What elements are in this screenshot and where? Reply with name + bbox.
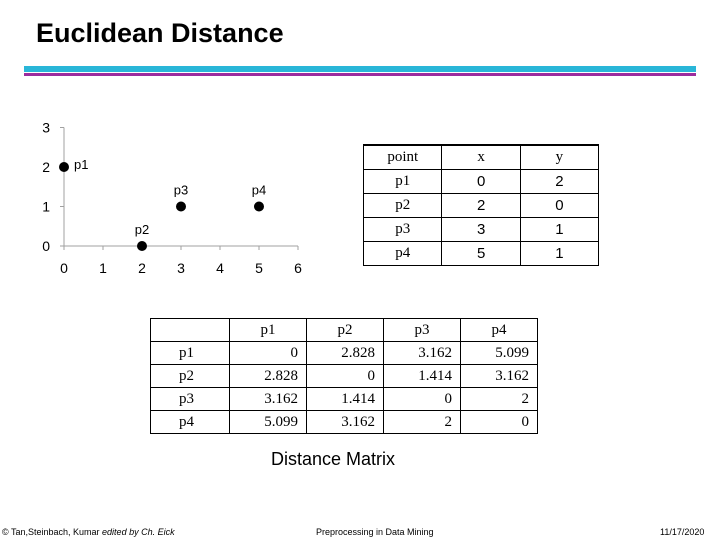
matrix-row-label: p4 (151, 411, 230, 434)
matrix-col-header: p3 (384, 319, 461, 342)
coordinates-x-value: 3 (442, 218, 520, 242)
coordinates-x-value: 2 (442, 194, 520, 218)
coordinates-header-y: y (520, 145, 598, 170)
table-row (151, 411, 538, 434)
matrix-cell: 2 (461, 388, 538, 411)
footer-edited-by: edited by Ch. Eick (102, 527, 175, 537)
table-row (151, 365, 538, 388)
matrix-cell: 0 (230, 342, 307, 365)
matrix-cell: 0 (384, 388, 461, 411)
data-point-p3 (176, 202, 186, 212)
table-row (364, 170, 599, 194)
table-row (364, 242, 599, 266)
matrix-corner-cell (151, 319, 230, 342)
coordinates-header-row (364, 145, 599, 170)
coordinates-header-point: point (364, 145, 442, 170)
matrix-cell: 0 (461, 411, 538, 434)
matrix-caption: Distance Matrix (270, 449, 396, 469)
x-tick-label: 3 (177, 260, 185, 276)
matrix-cell: 2.828 (307, 342, 384, 365)
y-tick-label: 0 (42, 238, 50, 254)
matrix-cell: 5.099 (230, 411, 307, 434)
matrix-header-row (151, 319, 538, 342)
matrix-row-label: p1 (151, 342, 230, 365)
distance-matrix-table (150, 318, 538, 434)
matrix-col-header: p2 (307, 319, 384, 342)
coordinates-y-value: 2 (520, 170, 598, 194)
matrix-cell: 2 (384, 411, 461, 434)
coordinates-point-label: p2 (364, 194, 442, 218)
matrix-col-header: p1 (230, 319, 307, 342)
data-point-label: p4 (251, 182, 267, 198)
data-point-p1 (59, 162, 69, 172)
x-tick-label: 5 (255, 260, 263, 276)
coordinates-y-value: 1 (520, 218, 598, 242)
matrix-row-label: p2 (151, 365, 230, 388)
matrix-cell: 1.414 (307, 388, 384, 411)
table-row (364, 194, 599, 218)
matrix-cell: 2.828 (230, 365, 307, 388)
coordinates-point-label: p4 (364, 242, 442, 266)
coordinates-point-label: p1 (364, 170, 442, 194)
data-point-label: p3 (173, 182, 189, 198)
data-point-label: p2 (134, 222, 150, 237)
data-point-label: p1 (74, 157, 89, 172)
footer-copyright: © Tan,Steinbach, Kumar (2, 527, 100, 537)
matrix-cell: 3.162 (230, 388, 307, 411)
x-tick-label: 1 (99, 260, 107, 276)
matrix-cell: 0 (307, 365, 384, 388)
x-tick-label: 4 (216, 260, 224, 276)
matrix-cell: 3.162 (307, 411, 384, 434)
matrix-cell: 1.414 (384, 365, 461, 388)
slide-title: Euclidean Distance (36, 18, 284, 48)
footer-course: Preprocessing in Data Mining (316, 527, 434, 537)
coordinates-x-value: 5 (442, 242, 520, 266)
matrix-row-label: p3 (151, 388, 230, 411)
coordinates-y-value: 0 (520, 194, 598, 218)
matrix-cell: 3.162 (384, 342, 461, 365)
x-tick-label: 2 (138, 260, 146, 276)
matrix-cell: 5.099 (461, 342, 538, 365)
plot-tick-labels (42, 120, 302, 277)
footer-credit (2, 527, 175, 537)
plot-points (59, 157, 266, 251)
footer-date: 11/17/2020 (660, 527, 705, 537)
table-row (151, 388, 538, 411)
data-point-p2 (137, 241, 147, 251)
y-tick-label: 1 (42, 198, 50, 215)
y-tick-label: 3 (42, 119, 50, 136)
x-tick-label: 0 (60, 260, 68, 276)
coordinates-y-value: 1 (520, 242, 598, 266)
x-tick-label: 6 (294, 260, 302, 276)
coordinates-x-value: 0 (442, 170, 520, 194)
data-point-p4 (254, 202, 264, 212)
matrix-col-header: p4 (461, 319, 538, 342)
table-row (364, 218, 599, 242)
matrix-cell: 3.162 (461, 365, 538, 388)
y-tick-label: 2 (42, 159, 50, 175)
table-row (151, 342, 538, 365)
coordinates-header-x: x (442, 145, 520, 170)
coordinates-table (363, 144, 599, 266)
coordinates-point-label: p3 (364, 218, 442, 242)
